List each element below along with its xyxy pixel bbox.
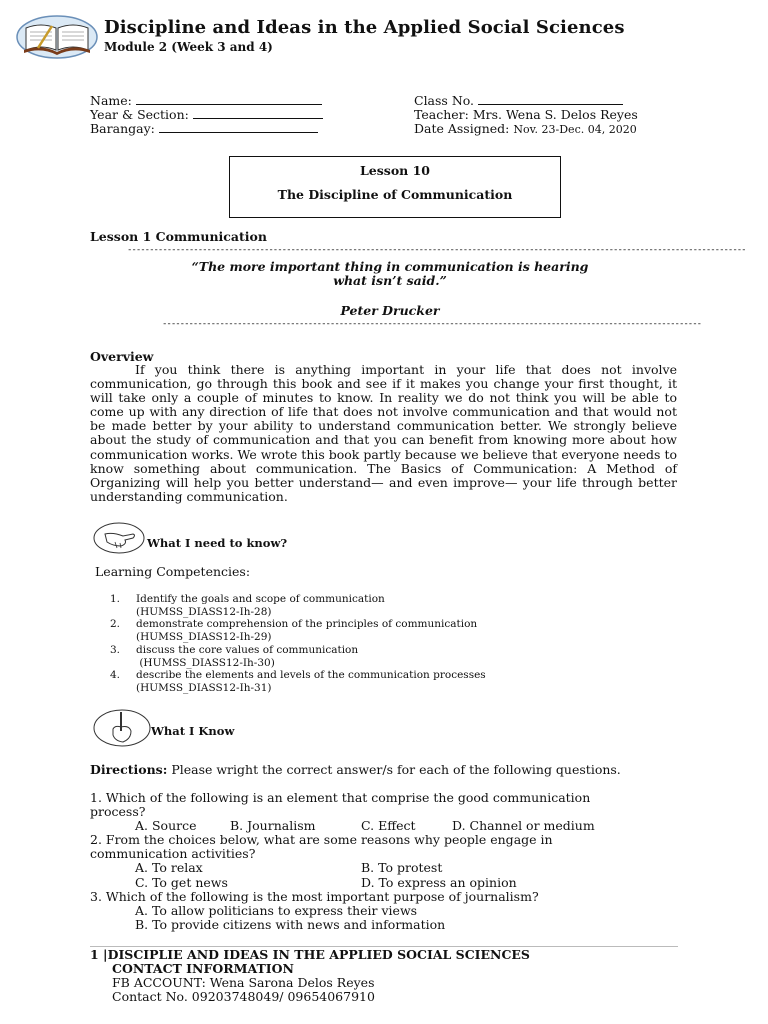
competency-code: (HUMSS_DIASS12-Ih-29) xyxy=(136,631,272,644)
question-2-choice-c: C. To get news xyxy=(135,875,228,890)
barangay-field xyxy=(90,121,318,136)
document-title: Discipline and Ideas in the Applied Social Sciences xyxy=(104,17,625,38)
footer-title: DISCIPLIE AND IDEAS IN THE APPLIED SOCIAL SCIENCES xyxy=(107,947,530,962)
question-3-choice-a: A. To allow politicians to express their views xyxy=(135,903,418,918)
competency-number: 1. xyxy=(110,593,121,605)
competency-item xyxy=(110,669,580,694)
class-no-blank xyxy=(478,93,623,105)
question-2-choice-b: B. To protest xyxy=(361,860,443,875)
question-1-line-2: process? xyxy=(90,804,146,819)
learning-competencies-label: Learning Competencies: xyxy=(95,564,251,579)
question-1-choice-d: D. Channel or medium xyxy=(452,818,595,833)
overview-heading: Overview xyxy=(90,349,154,364)
name-field xyxy=(90,93,322,108)
competency-item xyxy=(110,618,580,643)
barangay-label: Barangay: xyxy=(90,121,155,136)
lesson-number: Lesson 10 xyxy=(360,163,430,178)
competency-number: 2. xyxy=(110,618,121,631)
fb-account: FB ACCOUNT: Wena Sarona Delos Reyes xyxy=(112,975,375,990)
competency-text: discuss the core values of communication xyxy=(136,643,359,656)
question-2-line-2: communication activities? xyxy=(90,846,256,861)
open-book-icon xyxy=(16,14,98,60)
year-section-field xyxy=(90,107,323,122)
competency-text: demonstrate comprehension of the principles of communication xyxy=(136,618,478,631)
competency-code: (HUMSS_DIASS12-Ih-31) xyxy=(136,681,272,694)
competency-list xyxy=(110,593,580,695)
page-number: 1 | xyxy=(90,947,108,962)
question-2-choice-a: A. To relax xyxy=(135,860,203,875)
competency-code: (HUMSS_DIASS12-Ih-30) xyxy=(136,656,275,669)
date-assigned-field xyxy=(414,121,637,136)
class-no-field xyxy=(414,93,623,108)
competency-item xyxy=(110,644,580,669)
quote-author: Peter Drucker xyxy=(340,303,440,318)
date-label: Date Assigned: xyxy=(414,121,510,136)
what-i-know-heading: What I Know xyxy=(151,724,235,738)
dashed-divider-top: -------------------------------------------------------------------------------------------------------------------------------------------- xyxy=(127,245,746,255)
directions xyxy=(90,763,621,777)
contact-number: Contact No. 09203748049/ 09654067910 xyxy=(112,989,375,1004)
question-1-line-1: 1. Which of the following is an element that comprise the good communication xyxy=(90,790,591,805)
lesson-title: The Discipline of Communication xyxy=(277,187,513,202)
footer-title-line xyxy=(90,948,530,962)
teacher-field xyxy=(414,107,638,122)
teacher-value: Mrs. Wena S. Delos Reyes xyxy=(472,107,638,122)
competency-code: (HUMSS_DIASS12-Ih-28) xyxy=(136,605,272,618)
overview-text: If you think there is anything important in your life that does not involve communication, go through this book and see if it makes you change your first thought, it will take only a couple of minutes to know. In reality we do not think you will be able to come up with any direction of life that does not involve communication and that would not be made better by your ability to understand communication better. We strongly believe about the study of communication and that you can benefit from knowing more about how communication works. We wrote this book partly because we believe that everyone needs to know something about communication. The Basics of Communication: A Method of Organizing will help you better understand— and even improve— your life through better understanding communication. xyxy=(90,362,677,504)
writing-hand-icon xyxy=(93,709,151,747)
quote-line-1: “The more important thing in communication is hearing xyxy=(191,259,589,274)
question-3-line-1: 3. Which of the following is the most important purpose of journalism? xyxy=(90,889,539,904)
competency-number: 3. xyxy=(110,643,121,656)
question-1-choice-a: A. Source xyxy=(135,818,197,833)
barangay-blank xyxy=(159,121,318,133)
date-value: Nov. 23-Dec. 04, 2020 xyxy=(513,123,637,136)
directions-text: Please wright the correct answer/s for each of the following questions. xyxy=(167,762,621,777)
pointing-hand-icon xyxy=(93,522,145,554)
competency-text: Identify the goals and scope of communication xyxy=(136,593,385,605)
need-to-know-heading: What I need to know? xyxy=(147,536,288,550)
class-no-label: Class No. xyxy=(414,93,475,108)
teacher-label: Teacher: xyxy=(414,107,469,122)
lesson-heading: Lesson 1 Communication xyxy=(90,229,267,244)
question-1-choice-c: C. Effect xyxy=(361,818,416,833)
question-2-line-1: 2. From the choices below, what are some reasons why people engage in xyxy=(90,832,553,847)
overview-paragraph xyxy=(90,363,677,504)
contact-heading: CONTACT INFORMATION xyxy=(112,961,294,976)
question-3-choice-b: B. To provide citizens with news and information xyxy=(135,917,446,932)
year-section-label: Year & Section: xyxy=(90,107,189,122)
directions-label: Directions: xyxy=(90,762,168,777)
quote-line-2: what isn’t said.” xyxy=(333,273,447,288)
dashed-divider-bottom: -------------------------------------------------------------------------------------------------------------------------- xyxy=(162,319,702,329)
competency-number: 4. xyxy=(110,669,121,682)
question-1-choice-b: B. Journalism xyxy=(230,818,316,833)
name-label: Name: xyxy=(90,93,132,108)
year-section-blank xyxy=(193,107,323,119)
competency-item xyxy=(110,593,580,618)
module-subtitle: Module 2 (Week 3 and 4) xyxy=(104,40,273,54)
lesson-title-box xyxy=(229,156,561,218)
competency-text: describe the elements and levels of the communication processes xyxy=(136,669,486,682)
name-blank xyxy=(136,93,322,105)
question-2-choice-d: D. To express an opinion xyxy=(361,875,517,890)
